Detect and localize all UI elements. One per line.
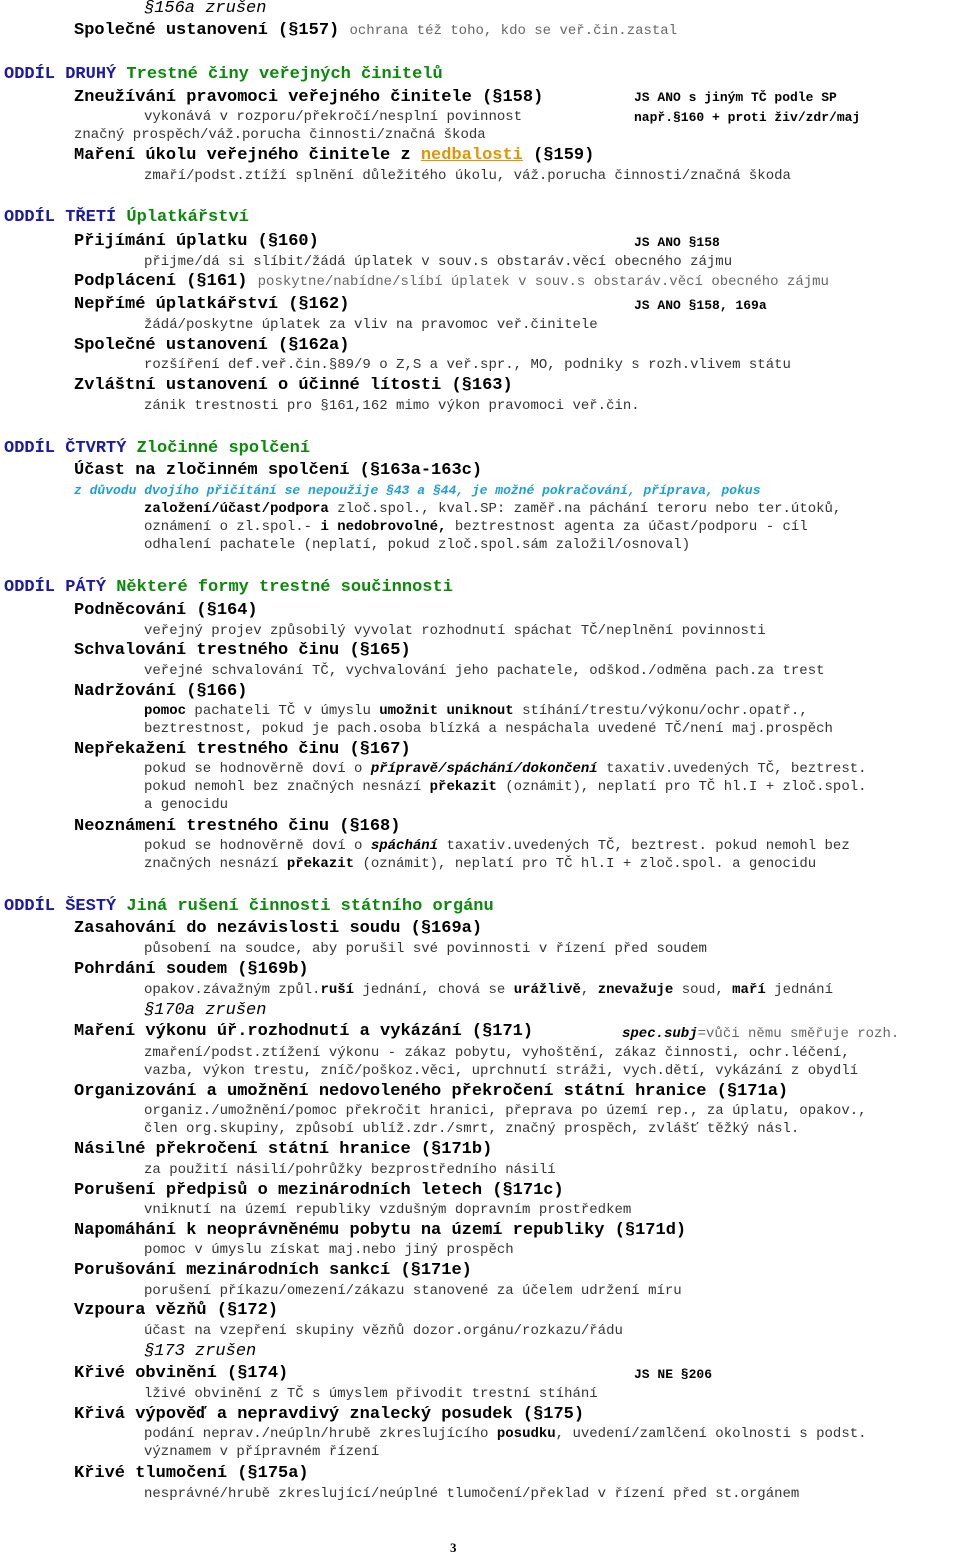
heading-175a: Křivé tlumočení (§175a) <box>74 1464 309 1483</box>
text-163a-l4: odhalení pachatele (neplatí, pokud zloč.spol.sám založil/osnoval) <box>144 537 691 553</box>
text-172-l1: účast na vzepření skupiny vězňů dozor.orgánu/rozkazu/řádu <box>144 1323 623 1339</box>
heading-160: Přijímání úplatku (§160) <box>74 232 319 251</box>
text-175a-l1: nesprávné/hrubě zkreslující/neúplné tlumočení/překlad v řízení před st.orgánem <box>144 1486 800 1502</box>
heading-161-note: poskytne/nabídne/slíbí úplatek v souv.s obstaráv.věcí obecného zájmu <box>257 274 829 290</box>
text-167-l2 <box>144 780 867 794</box>
text-171a-l1: organiz./umožnění/pomoc překročit hranici, přeprava po území rep., za úplatu, opakov., <box>144 1103 867 1119</box>
text-167-l1a: pokud se hodnověrně doví o <box>144 761 371 777</box>
t175-a: podání neprav./neúpln/hrubě zkreslujícího <box>144 1426 497 1442</box>
section-2-title <box>4 66 443 83</box>
heading-164: Podněcování (§164) <box>74 601 258 620</box>
heading-159-nedbalosti: nedbalosti <box>420 146 523 165</box>
t175-posudku: posudku <box>496 1426 556 1442</box>
heading-158: Zneužívání pravomoci veřejného činitele (§158) <box>74 88 544 107</box>
text-163a-l3c: beztrestnost agenta za účast/podporu - cíl <box>446 519 808 535</box>
text-168-l2c: (oznámit), neplatí pro TČ hl.I + zloč.spol. a genocidu <box>354 856 817 872</box>
text-167-l3: a genocidu <box>144 797 229 813</box>
text-168-l2 <box>144 857 816 871</box>
text-166-pomoc: pomoc <box>144 703 187 719</box>
heading-168: Neoznámení trestného činu (§168) <box>74 817 401 836</box>
text-163a-l3a: oznámení o zl.spol.- <box>144 519 321 535</box>
heading-165: Schvalování trestného činu (§165) <box>74 641 411 660</box>
text-171d-l1: pomoc v úmyslu získat maj.nebo jiný prospěch <box>144 1242 514 1258</box>
text-159-l1: zmaří/podst.ztíží splnění důležitého úkolu, váž.porucha činnosti/značná škoda <box>144 168 791 184</box>
heading-163a: Účast na zločinném spolčení (§163a-163c) <box>74 461 483 480</box>
text-163a-l2 <box>144 502 841 516</box>
heading-161 <box>74 273 829 290</box>
text-166-l1d: stíhání/trestu/výkonu/ochr.opatř., <box>513 703 808 719</box>
heading-175: Křivá výpověď a nepravdivý znalecký posudek (§175) <box>74 1405 585 1424</box>
zrusen-170a: §170a zrušen <box>144 1001 267 1020</box>
heading-159 <box>74 147 594 164</box>
text-163a-l3 <box>144 520 808 534</box>
text-167-l1 <box>144 762 867 776</box>
text-167-l2c: (oznámit), neplatí pro TČ hl.I + zloč.spol. <box>496 779 867 795</box>
text-158-l2: značný prospěch/váž.porucha činnosti/značná škoda <box>74 127 486 143</box>
t169b-e: , <box>580 982 598 998</box>
section-5-title <box>4 579 453 596</box>
text-166-l1b: pachateli TČ v úmyslu <box>186 703 380 719</box>
heading-159-a: Maření úkolu veřejného činitele z <box>74 146 411 165</box>
note-158: např.§160 + proti živ/zdr/maj <box>634 110 861 125</box>
heading-157-title: Společné ustanovení (§157) <box>74 21 340 40</box>
section-4-name: Zločinné spolčení <box>136 439 311 458</box>
t169b-znevazuje: znevažuje <box>597 982 674 998</box>
zrusen-173: §173 zrušen <box>144 1342 257 1361</box>
heading-171b: Násilné překročení státní hranice (§171b) <box>74 1140 493 1159</box>
heading-157-note: ochrana též toho, kdo se veř.čin.zastal <box>349 23 678 39</box>
section-4-title <box>4 440 310 457</box>
text-171e-l1: porušení příkazu/omezení/zákazu stanovené za účelem udržení míru <box>144 1283 682 1299</box>
text-171-l1: zmaření/podst.ztížení výkonu - zákaz pobytu, vyhoštění, zákaz činnosti, ochr.léčení, <box>144 1045 850 1061</box>
t169b-c: jednání, chová se <box>354 982 514 998</box>
section-4-prefix: ODDÍL ČTVRTÝ <box>4 439 127 458</box>
text-168-l1a: pokud se hodnověrně doví o <box>144 838 371 854</box>
text-162a-l1: rozšíření def.veř.čin.§89/9 o Z,S a veř.spr., MO, podniky s rozh.vlivem státu <box>144 357 791 373</box>
text-162-l1: žádá/poskytne úplatek za vliv na pravomoc veř.činitele <box>144 317 598 333</box>
text-174-l1: lživé obvinění z TČ s úmyslem přivodit trestní stíhání <box>144 1386 598 1402</box>
heading-159-c: (§159) <box>533 146 595 165</box>
heading-171c: Porušení předpisů o mezinárodních letech (§171c) <box>74 1181 564 1200</box>
spec-subj-171-b: =vůči němu směřuje rozh. <box>697 1026 900 1042</box>
text-169b-l1 <box>144 983 833 997</box>
js-note-162: JS ANO §158, 169a <box>634 298 767 313</box>
heading-157 <box>74 22 677 39</box>
heading-171a: Organizování a umožnění nedovoleného překročení státní hranice (§171a) <box>74 1082 789 1101</box>
t175-c: , uvedení/zamlčení okolnosti s podst. <box>555 1426 867 1442</box>
text-163a-l2b: zloč.spol., kval.SP: zaměř.na páchání teroru nebo ter.útoků, <box>337 501 842 517</box>
t169b-i: jednání <box>765 982 833 998</box>
text-163a-l3b: i nedobrovolné, <box>320 519 447 535</box>
text-163a-cyan: z důvodu dvojího přičítání se nepoužije §43 a §44, je možné pokračování, příprava, pokus <box>74 483 761 498</box>
section-3-name: Úplatkářství <box>126 208 249 227</box>
section-3-prefix: ODDÍL TŘETÍ <box>4 208 117 227</box>
page-number: 3 <box>450 1540 457 1555</box>
text-171b-l1: za použití násilí/pohrůžky bezprostředního násilí <box>144 1162 556 1178</box>
heading-162: Nepřímé úplatkářství (§162) <box>74 295 350 314</box>
section-5-name: Některé formy trestné součinnosti <box>116 578 453 597</box>
spec-subj-171 <box>622 1027 899 1041</box>
text-167-l1b: přípravě/spáchání/dokončení <box>370 761 598 777</box>
section-2-name: Trestné činy veřejných činitelů <box>126 65 443 84</box>
heading-163: Zvláštní ustanovení o účinné lítosti (§163) <box>74 376 513 395</box>
text-168-l2b: překazit <box>286 856 355 872</box>
text-171c-l1: vniknutí na území republiky vzdušným dopravním prostředkem <box>144 1202 632 1218</box>
t169b-a: opakov.závažným způl. <box>144 982 321 998</box>
t169b-rusi: ruší <box>320 982 355 998</box>
section-6-name: Jiná rušení činnosti státního orgánu <box>126 897 494 916</box>
js-note-174: JS NE §206 <box>634 1367 713 1382</box>
text-166-umoznit: umožnit uniknout <box>379 703 514 719</box>
heading-171: Maření výkonu úř.rozhodnutí a vykázání (§171) <box>74 1022 534 1041</box>
text-160-l1: přijme/dá si slíbit/žádá úplatek v souv.s obstaráv.věcí obecného zájmu <box>144 254 733 270</box>
text-175-l1 <box>144 1427 867 1441</box>
text-163a-l2a: založení/účast/podpora <box>144 501 329 517</box>
spec-subj-171-a: spec.subj <box>622 1026 698 1042</box>
text-175-l2: významem v přípravném řízení <box>144 1444 380 1460</box>
section-2-prefix: ODDÍL DRUHÝ <box>4 65 117 84</box>
heading-171d: Napomáhání k neoprávněnému pobytu na území republiky (§171d) <box>74 1221 687 1240</box>
text-167-l1c: taxativ.uvedených TČ, beztrest. <box>597 761 867 777</box>
heading-171e: Porušování mezinárodních sankcí (§171e) <box>74 1261 472 1280</box>
heading-166: Nadržování (§166) <box>74 682 248 701</box>
heading-167: Nepřekažení trestného činu (§167) <box>74 740 411 759</box>
js-note-158: JS ANO s jiným TČ podle SP <box>634 90 837 105</box>
js-note-160: JS ANO §158 <box>634 235 720 250</box>
text-168-l1b: spáchání <box>370 838 439 854</box>
t169b-mari: maří <box>732 982 766 998</box>
text-171-l2: vazba, výkon trestu, zníč/poškoz.věci, uprchnutí stráži, vych.dětí, vykázání z obydlí <box>144 1063 859 1079</box>
text-171a-l2: člen org.skupiny, způsobí ublíž.zdr./smrt, značný prospěch, zvlášť těžký násl. <box>144 1121 800 1137</box>
text-168-l1 <box>144 839 850 853</box>
text-166-l2: beztrestnost, pokud je pach.osoba blízká a nespáchala uvedené TČ/není maj.prospěch <box>144 721 833 737</box>
section-3-title <box>4 209 249 226</box>
t169b-g: soud, <box>673 982 733 998</box>
section-6-title <box>4 898 494 915</box>
text-168-l1c: taxativ.uvedených TČ, beztrest. pokud nemohl bez <box>438 838 850 854</box>
t169b-urazlive: urážlivě <box>513 982 581 998</box>
heading-162a: Společné ustanovení (§162a) <box>74 336 350 355</box>
text-169a-l1: působení na soudce, aby porušil své povinnosti v řízení před soudem <box>144 941 707 957</box>
text-167-l2b: překazit <box>429 779 497 795</box>
text-167-l2a: pokud nemohl bez značných nesnází <box>144 779 430 795</box>
heading-161-title: Podplácení (§161) <box>74 272 248 291</box>
text-164-l1: veřejný projev způsobilý vyvolat rozhodnutí spáchat TČ/neplnění povinnosti <box>144 623 766 639</box>
text-165-l1: veřejné schvalování TČ, vychvalování jeho pachatele, odškod./odměna pach.za trest <box>144 663 825 679</box>
section-5-prefix: ODDÍL PÁTÝ <box>4 578 107 597</box>
text-163-l1: zánik trestnosti pro §161,162 mimo výkon pravomoci veř.čin. <box>144 398 640 414</box>
heading-172: Vzpoura vězňů (§172) <box>74 1301 279 1320</box>
heading-169a: Zasahování do nezávislosti soudu (§169a) <box>74 919 483 938</box>
text-158-l1: vykonává v rozporu/překročí/nesplní povinnost <box>144 109 523 125</box>
text-168-l2a: značných nesnází <box>144 856 287 872</box>
heading-169b: Pohrdání soudem (§169b) <box>74 960 309 979</box>
section-6-prefix: ODDÍL ŠESTÝ <box>4 897 117 916</box>
text-166-l1 <box>144 704 808 718</box>
heading-174: Křivé obvinění (§174) <box>74 1364 289 1383</box>
zrusen-156a: §156a zrušen <box>144 0 267 18</box>
